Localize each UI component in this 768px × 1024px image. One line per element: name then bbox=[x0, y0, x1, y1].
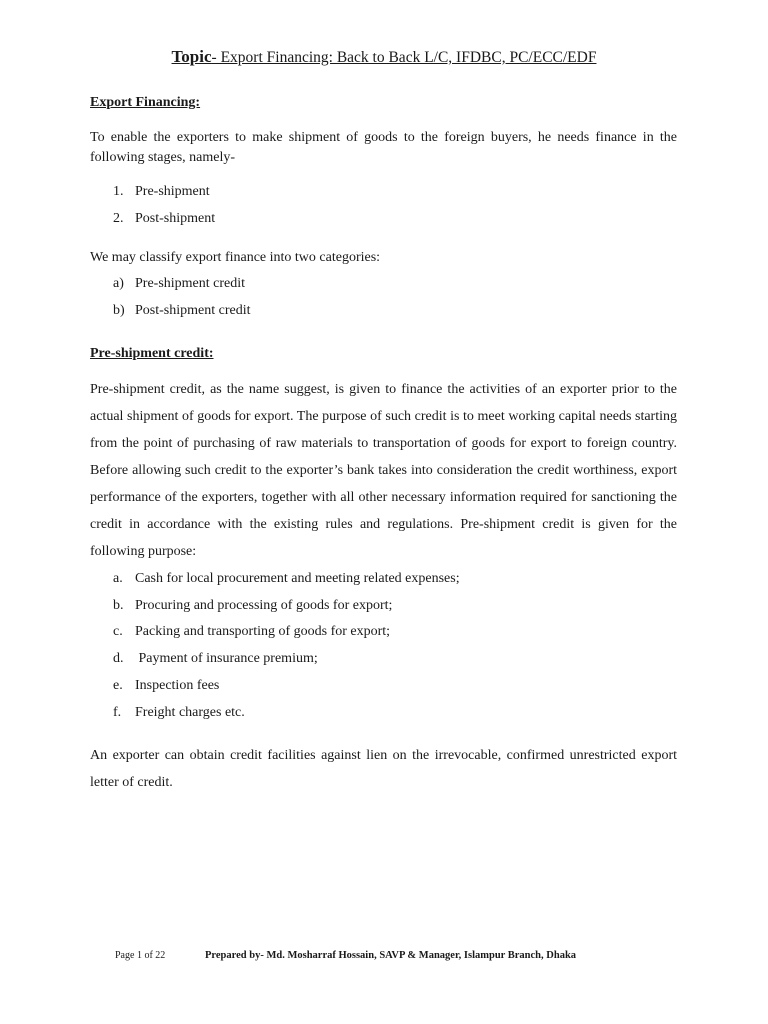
list-marker: a) bbox=[113, 276, 124, 291]
list-marker: b. bbox=[113, 598, 124, 613]
list-text: Payment of insurance premium; bbox=[135, 651, 318, 666]
pre-shipment-heading: Pre-shipment credit: bbox=[90, 346, 214, 361]
list-text: Pre-shipment credit bbox=[135, 276, 246, 291]
list-text: Post-shipment bbox=[135, 211, 216, 226]
list-marker: b) bbox=[113, 303, 125, 318]
export-financing-heading: Export Financing: bbox=[90, 95, 201, 110]
list-item bbox=[113, 597, 392, 615]
title-rest: - Export Financing: Back to Back L/C, IFDBC, PC/ECC/EDF bbox=[211, 49, 597, 66]
list-marker: e. bbox=[113, 678, 123, 693]
pre-shipment-paragraph: Pre-shipment credit, as the name suggest, is given to finance the activities of an exporter prior to the actual shipment of goods for export. The purpose of such credit is to meet working capital needs starting from the point of purchasing of raw materials to transportation of goods for export to foreign country. Before allowing such credit to the exporter’s bank takes into consideration the credit worthiness, export performance of the exporters, together with all other necessary information required for sanctioning the credit in accordance with the existing rules and regulations. Pre-shipment credit is given for the following purpose: bbox=[90, 382, 677, 559]
list-text: Procuring and processing of goods for export; bbox=[135, 598, 393, 613]
list-item bbox=[113, 275, 245, 293]
page-title bbox=[0, 47, 768, 67]
list-item bbox=[113, 623, 390, 641]
list-marker: f. bbox=[113, 705, 122, 720]
list-item bbox=[113, 183, 210, 201]
list-marker: a. bbox=[113, 571, 123, 586]
list-item bbox=[113, 704, 245, 722]
list-item bbox=[113, 650, 318, 668]
page-number: Page 1 of 22 bbox=[115, 950, 166, 961]
list-marker: 2. bbox=[113, 211, 124, 226]
list-marker: c. bbox=[113, 624, 123, 639]
classify-paragraph: We may classify export finance into two categories: bbox=[90, 250, 381, 265]
list-item bbox=[113, 210, 215, 228]
list-text: Pre-shipment bbox=[135, 184, 210, 199]
prepared-by: Prepared by- Md. Mosharraf Hossain, SAVP & Manager, Islampur Branch, Dhaka bbox=[205, 950, 577, 961]
list-text: Cash for local procurement and meeting related expenses; bbox=[135, 571, 460, 586]
intro-paragraph: To enable the exporters to make shipment of goods to the foreign buyers, he needs finance in the following stages, namely- bbox=[90, 130, 677, 165]
list-text: Post-shipment credit bbox=[135, 303, 251, 318]
list-text: Inspection fees bbox=[135, 678, 220, 693]
closing-paragraph: An exporter can obtain credit facilities against lien on the irrevocable, confirmed unrestricted export letter of credit. bbox=[90, 748, 677, 790]
list-marker: d. bbox=[113, 651, 124, 666]
list-item bbox=[113, 302, 251, 320]
title-topic: Topic bbox=[171, 47, 212, 66]
list-marker: 1. bbox=[113, 184, 124, 199]
list-text: Packing and transporting of goods for export; bbox=[135, 624, 391, 639]
list-item bbox=[113, 677, 219, 695]
list-text: Freight charges etc. bbox=[135, 705, 245, 720]
list-item bbox=[113, 570, 460, 588]
